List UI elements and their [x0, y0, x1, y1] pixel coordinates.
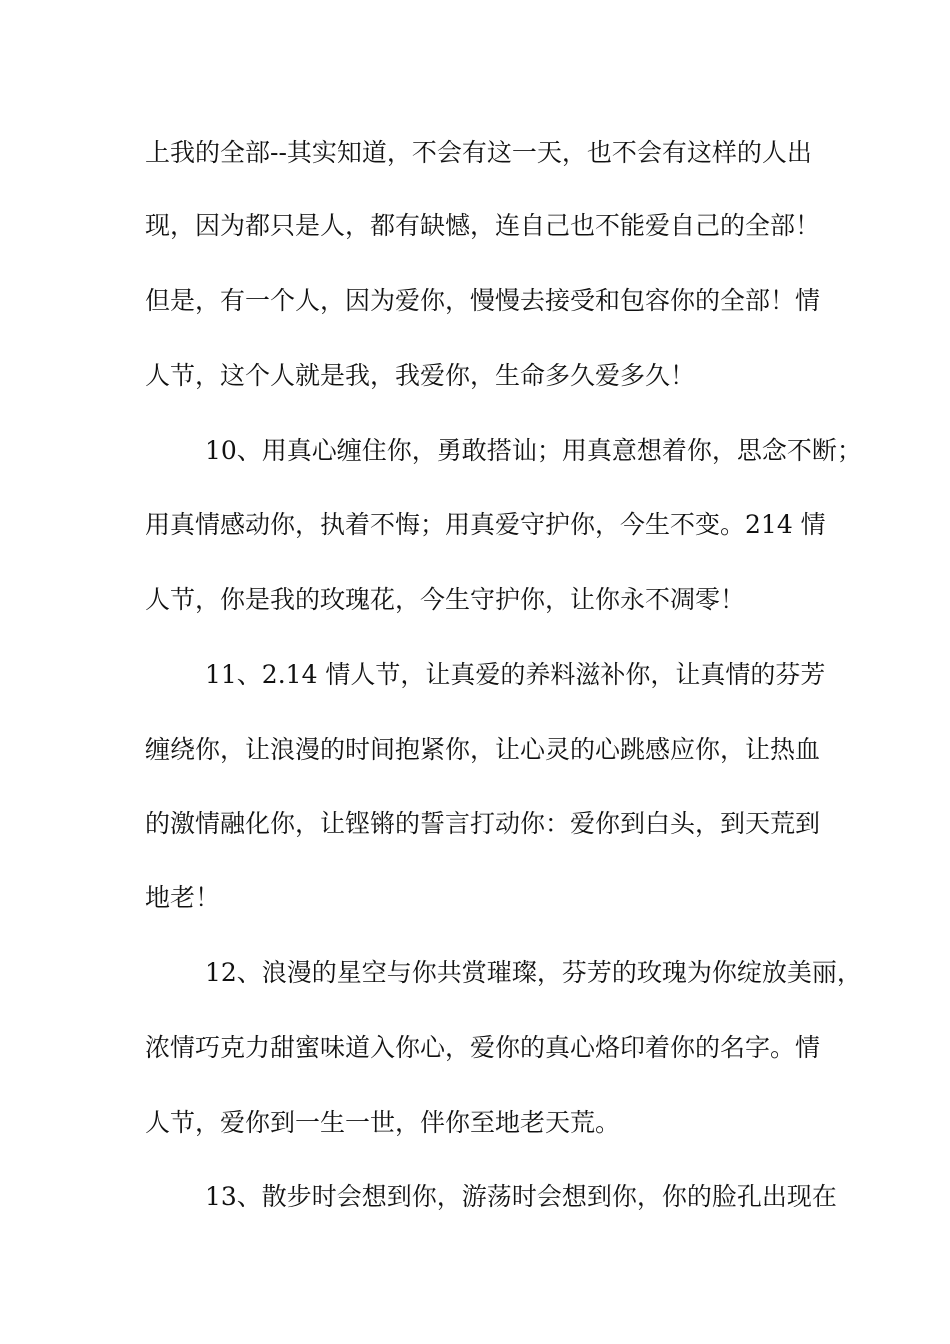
text-line: 人节，这个人就是我，我爱你，生命多久爱多久！ — [145, 361, 696, 390]
text-line: 缠绕你，让浪漫的时间抱紧你，让心灵的心跳感应你，让热血 — [145, 735, 821, 764]
text-line: 浓情巧克力甜蜜味道入你心，爱你的真心烙印着你的名字。情 — [145, 1033, 821, 1062]
text-line: 地老！ — [145, 883, 221, 912]
text-line: 10、用真心缠住你，勇敢搭讪；用真意想着你，思念不断； — [205, 436, 862, 465]
text-line: 13、散步时会想到你，游荡时会想到你，你的脸孔出现在 — [205, 1182, 837, 1211]
text-line: 人节，爱你到一生一世，伴你至地老天荒。 — [145, 1108, 621, 1137]
text-line: 但是，有一个人，因为爱你，慢慢去接受和包容你的全部！情 — [145, 286, 821, 315]
text-line: 现，因为都只是人，都有缺憾，连自己也不能爱自己的全部！ — [145, 211, 821, 240]
text-line: 11、2.14 情人节，让真爱的养料滋补你，让真情的芬芳 — [205, 660, 826, 689]
text-line: 上我的全部--其实知道，不会有这一天，也不会有这样的人出 — [145, 138, 812, 167]
text-line: 人节，你是我的玫瑰花，今生守护你，让你永不凋零！ — [145, 585, 746, 614]
text-line: 用真情感动你，执着不悔；用真爱守护你，今生不变。214 情 — [145, 510, 826, 539]
text-line: 12、浪漫的星空与你共赏璀璨，芬芳的玫瑰为你绽放美丽， — [205, 958, 862, 987]
text-line: 的激情融化你，让铿锵的誓言打动你：爱你到白头，到天荒到 — [145, 809, 821, 838]
